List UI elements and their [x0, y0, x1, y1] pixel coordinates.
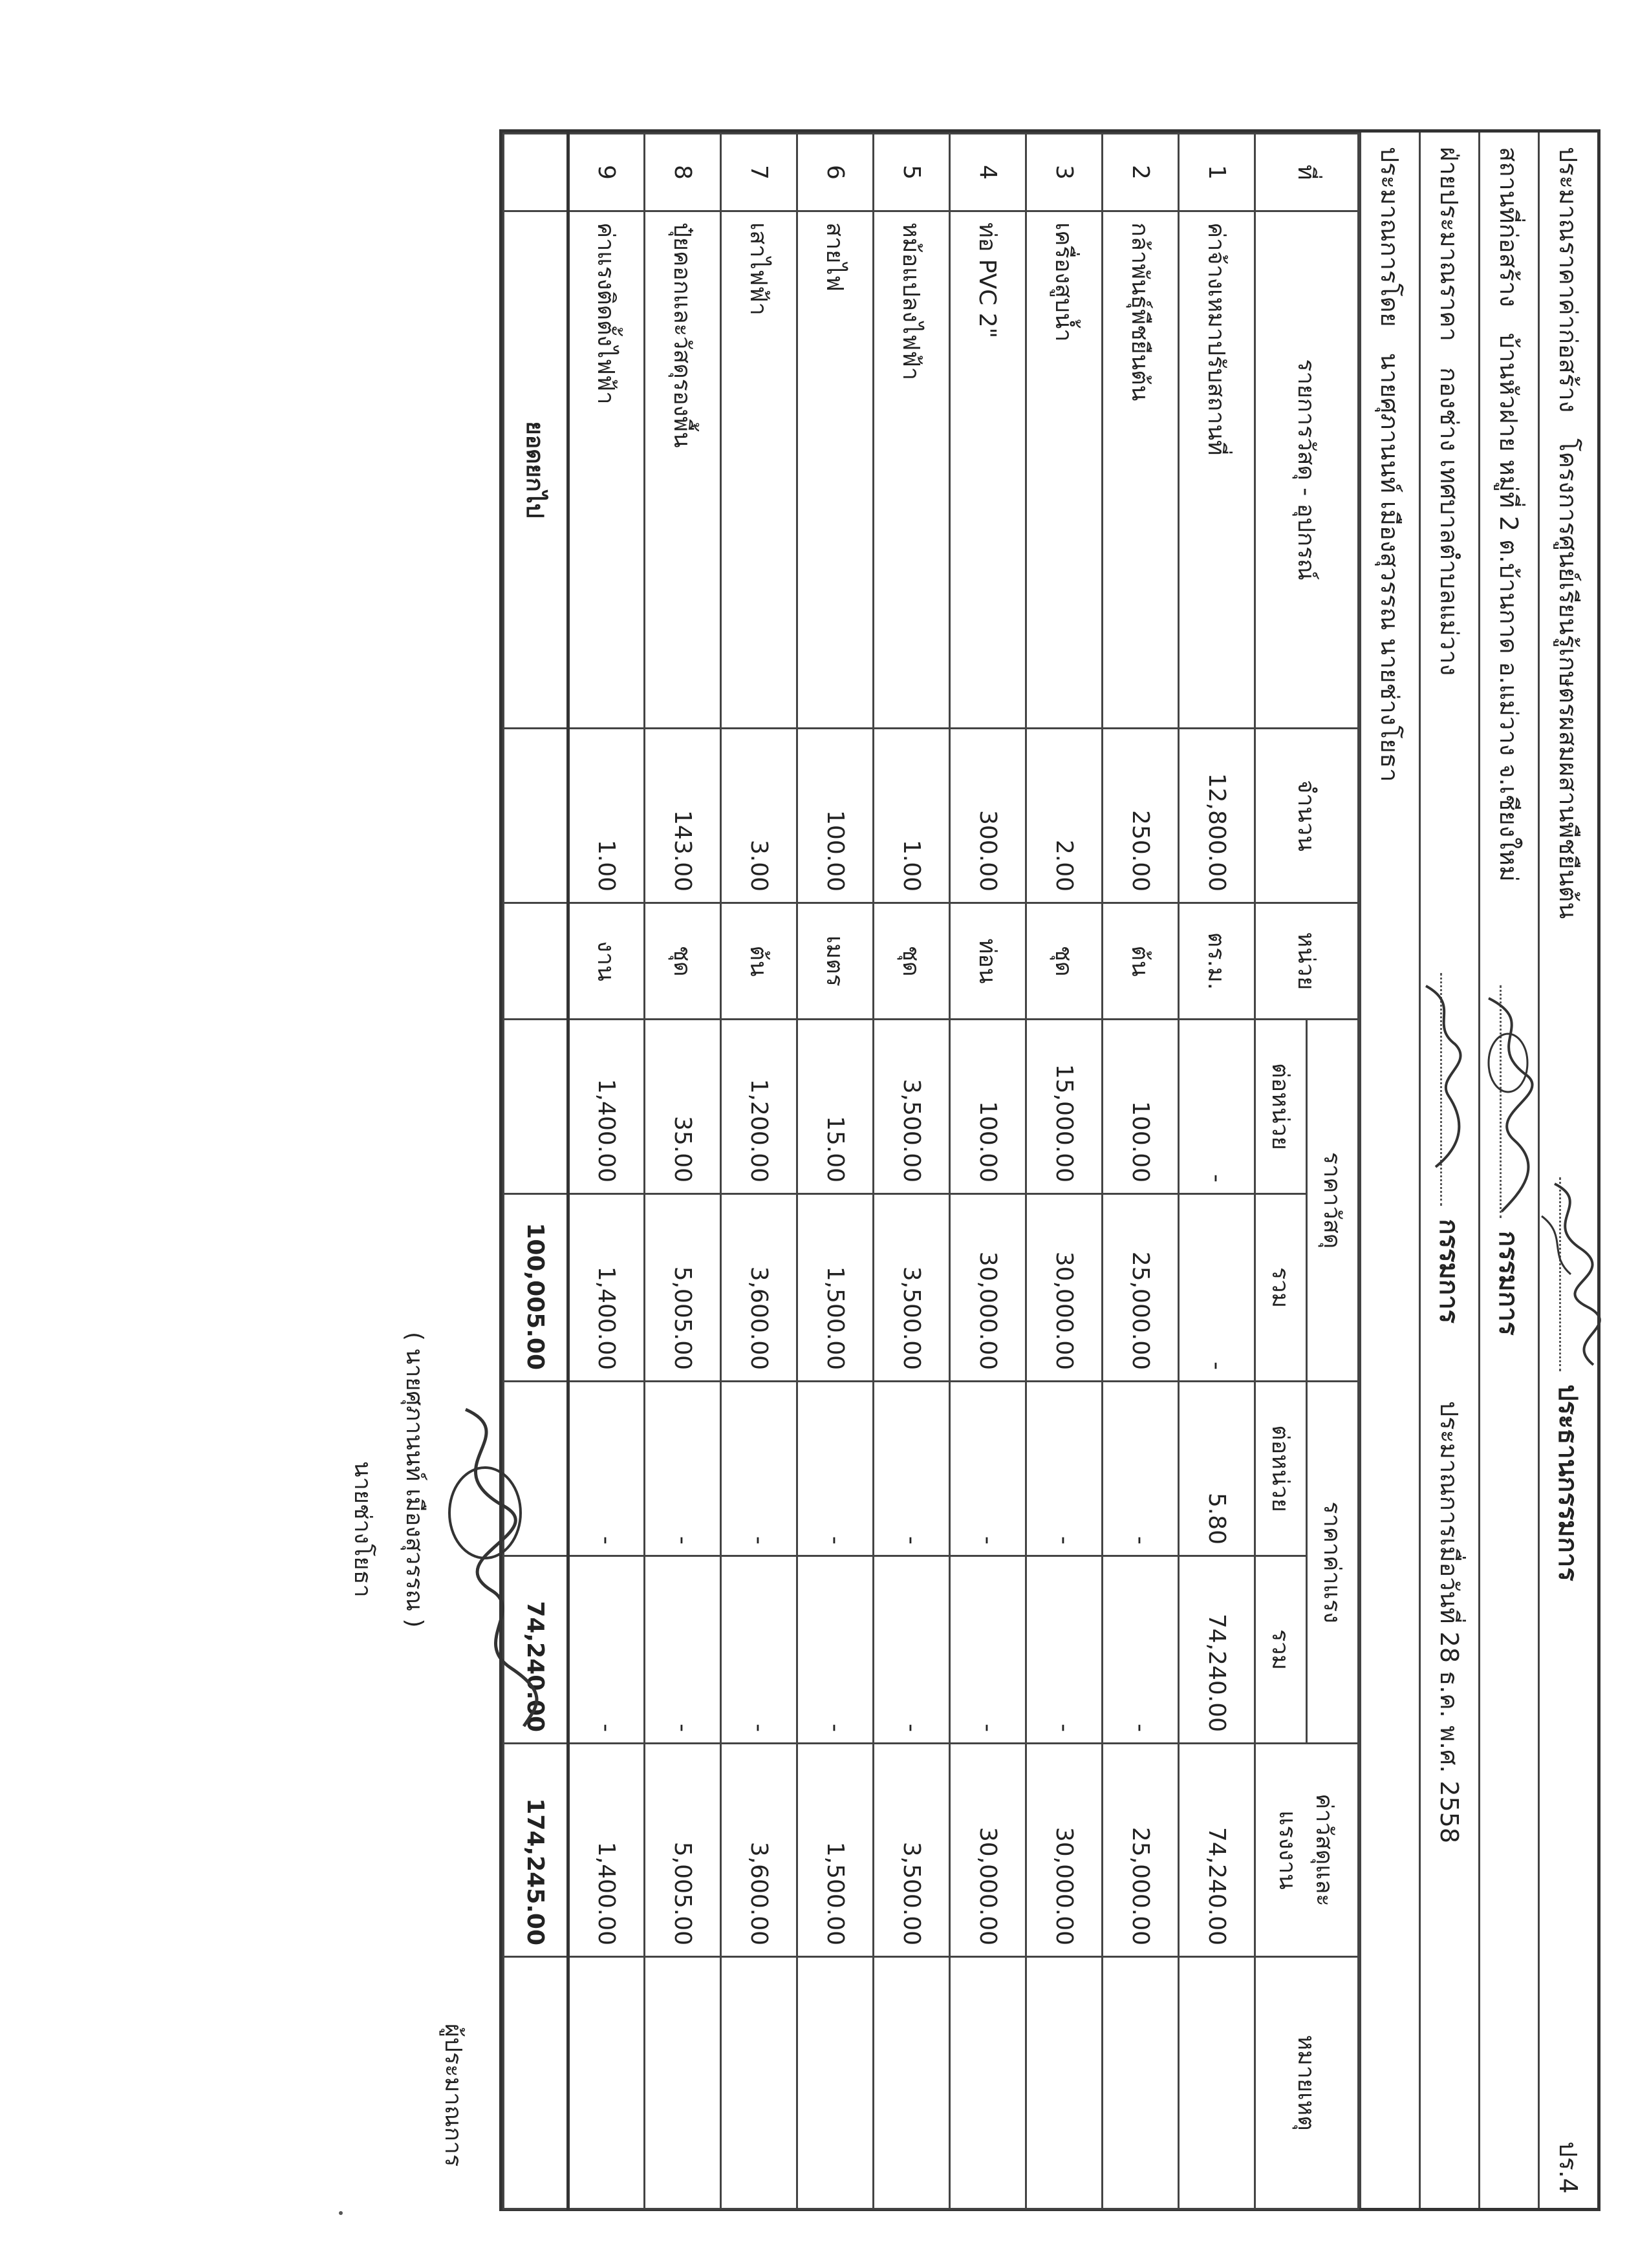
- col-labor-per-unit: ต่อหน่วย: [1255, 1382, 1307, 1556]
- row-qty: 2.00: [1026, 729, 1103, 903]
- row-remark: [1103, 1957, 1179, 2209]
- col-remark: หมายเหตุ: [1255, 1957, 1359, 2209]
- row-no: 5: [874, 134, 950, 211]
- row-material-per-unit: 1,400.00: [568, 1020, 645, 1194]
- totals-no-cell: [504, 134, 568, 211]
- row-material-total: 5,005.00: [645, 1194, 721, 1382]
- totals-row: [504, 134, 568, 2209]
- member2-signature-scribble: [1417, 973, 1488, 1206]
- row-material-labor-sum: 30,000.00: [950, 1744, 1026, 1957]
- row-item: ท่อ PVC 2": [950, 211, 1026, 729]
- row-qty: 100.00: [797, 729, 874, 903]
- department-label: ฝ่ายประมาณราคา: [1435, 147, 1463, 341]
- row-labor-total: -: [568, 1556, 645, 1744]
- row-qty: 250.00: [1103, 729, 1179, 903]
- row-labor-total: 74,240.00: [1179, 1556, 1255, 1744]
- row-material-total: 30,000.00: [950, 1194, 1026, 1382]
- row-material-per-unit: 1,200.00: [721, 1020, 797, 1194]
- row-unit: เมตร: [797, 903, 874, 1020]
- row-material-per-unit: 15,000.00: [1026, 1020, 1103, 1194]
- table-row: [950, 134, 1026, 2209]
- totals-unit-cell: [504, 903, 568, 1020]
- col-material-group: ราคาวัสดุ: [1307, 1020, 1359, 1382]
- row-labor-per-unit: -: [1026, 1382, 1103, 1556]
- row-labor-per-unit: -: [721, 1382, 797, 1556]
- row-labor-total: -: [874, 1556, 950, 1744]
- row-remark: [1179, 1957, 1255, 2209]
- row-labor-total: -: [645, 1556, 721, 1744]
- totals-labor-total: 74,240.00: [504, 1556, 568, 1744]
- row-item: สายไฟ: [797, 211, 874, 729]
- row-qty: 143.00: [645, 729, 721, 903]
- form-code: ปร.4: [1554, 2141, 1582, 2194]
- scan-speck: [339, 2211, 343, 2215]
- row-material-per-unit: 15.00: [797, 1020, 874, 1194]
- totals-remark-cell: [504, 1957, 568, 2209]
- row-material-labor-sum: 1,400.00: [568, 1744, 645, 1957]
- row-material-labor-sum: 1,500.00: [797, 1744, 874, 1957]
- member2-signature: [1441, 973, 1443, 1206]
- row-labor-total: -: [950, 1556, 1026, 1744]
- row-no: 9: [568, 134, 645, 211]
- row-no: 8: [645, 134, 721, 211]
- table-row: [797, 134, 874, 2209]
- row-material-per-unit: -: [1179, 1020, 1255, 1194]
- row-remark: [1026, 1957, 1103, 2209]
- row-qty: 300.00: [950, 729, 1026, 903]
- table-row: [874, 134, 950, 2209]
- col-no: ที่: [1255, 134, 1359, 211]
- row-item: กล้าพันธุ์พืชยืนต้น: [1103, 211, 1179, 729]
- member2-signature-field: [1429, 973, 1471, 1323]
- row-material-per-unit: 100.00: [950, 1020, 1026, 1194]
- col-material-total: รวม: [1255, 1194, 1307, 1382]
- row-labor-total: -: [1026, 1556, 1103, 1744]
- table-row: [645, 134, 721, 2209]
- row-material-labor-sum: 3,600.00: [721, 1744, 797, 1957]
- row-item: หม้อแปลงไฟฟ้า: [874, 211, 950, 729]
- row-material-labor-sum: 5,005.00: [645, 1744, 721, 1957]
- row-qty: 3.00: [721, 729, 797, 903]
- row-remark: [950, 1957, 1026, 2209]
- row-unit: ต้น: [721, 903, 797, 1020]
- row-item: ปุ๋ยคอกและวัสดุรองพื้น: [645, 211, 721, 729]
- totals-qty-cell: [504, 729, 568, 903]
- row-material-per-unit: 35.00: [645, 1020, 721, 1194]
- department-row: [1419, 133, 1478, 2208]
- col-material-per-unit: ต่อหน่วย: [1255, 1020, 1307, 1194]
- chairman-signature: [1560, 1177, 1562, 1371]
- row-labor-per-unit: -: [950, 1382, 1026, 1556]
- row-unit: ต้น: [1103, 903, 1179, 1020]
- row-labor-total: -: [1103, 1556, 1179, 1744]
- row-material-total: 3,600.00: [721, 1194, 797, 1382]
- row-remark: [645, 1957, 721, 2209]
- row-unit: ท่อน: [950, 903, 1026, 1020]
- row-no: 1: [1179, 134, 1255, 211]
- chairman-signature-field: [1548, 1177, 1590, 1581]
- project-value: โครงการศูนย์เรียนรู้เกษตรผสมผสานพืชยืนต้น: [1554, 438, 1582, 919]
- estimator-name: ( นายศุภานนท์ เมืองสุวรรณ ): [401, 1332, 427, 1628]
- row-unit: ชุด: [874, 903, 950, 1020]
- row-material-labor-sum: 30,000.00: [1026, 1744, 1103, 1957]
- totals-material-total: 100,005.00: [504, 1194, 568, 1382]
- row-labor-total: -: [721, 1556, 797, 1744]
- table-row: [1026, 134, 1103, 2209]
- row-qty: 1.00: [568, 729, 645, 903]
- row-no: 7: [721, 134, 797, 211]
- row-qty: 1.00: [874, 729, 950, 903]
- row-material-total: 1,500.00: [797, 1194, 874, 1382]
- estimator-signature-scribble: [420, 1396, 563, 1733]
- row-labor-total: -: [797, 1556, 874, 1744]
- col-labor-total: รวม: [1255, 1556, 1307, 1744]
- estimated-by-row: [1359, 133, 1419, 2208]
- row-labor-per-unit: -: [874, 1382, 950, 1556]
- row-remark: [797, 1957, 874, 2209]
- row-item: เสาไฟฟ้า: [721, 211, 797, 729]
- row-unit: ตร.ม.: [1179, 903, 1255, 1020]
- chairman-role: ประธานกรรมการ: [1553, 1384, 1583, 1581]
- row-material-per-unit: 3,500.00: [874, 1020, 950, 1194]
- table-row: [568, 134, 645, 2209]
- row-no: 4: [950, 134, 1026, 211]
- estimated-by-value: นายศุภานนท์ เมืองสุวรรณ นายช่างโยธา: [1375, 352, 1404, 782]
- row-material-total: -: [1179, 1194, 1255, 1382]
- row-remark: [874, 1957, 950, 2209]
- cost-table: [502, 133, 1359, 2210]
- row-unit: ชุด: [645, 903, 721, 1020]
- row-qty: 12,800.00: [1179, 729, 1255, 903]
- estimator-title: นายช่างโยธา: [349, 1461, 376, 1598]
- row-item: ค่าแรงติดตั้งไฟฟ้า: [568, 211, 645, 729]
- row-material-total: 25,000.00: [1103, 1194, 1179, 1382]
- table-body: [568, 134, 1255, 2209]
- member-role: กรรมการ: [1493, 1230, 1524, 1336]
- table-row: [721, 134, 797, 2209]
- totals-sum: 174,245.00: [504, 1744, 568, 1957]
- row-labor-per-unit: 5.80: [1179, 1382, 1255, 1556]
- estimator-role: ผู้ประมาณการ: [440, 2024, 466, 2167]
- row-unit: งาน: [568, 903, 645, 1020]
- table-header-row: [1307, 134, 1359, 2209]
- member-signature-field: [1489, 985, 1530, 1336]
- col-labor-group: ราคาค่าแรง: [1307, 1382, 1359, 1744]
- table-row: [1103, 134, 1179, 2209]
- row-labor-per-unit: -: [1103, 1382, 1179, 1556]
- row-no: 6: [797, 134, 874, 211]
- department-value: กองช่าง เทศบาลตำบลแม่วาง: [1435, 367, 1463, 676]
- estimated-by-label: ประมาณการโดย: [1375, 147, 1404, 327]
- row-material-total: 3,500.00: [874, 1194, 950, 1382]
- row-material-labor-sum: 3,500.00: [874, 1744, 950, 1957]
- site-value: บ้านหัวฝาย หมู่ที่ 2 ต.บ้านกาด อ.แม่วาง จ.เชียงใหม่: [1494, 332, 1523, 882]
- row-remark: [721, 1957, 797, 2209]
- estimate-date: ประมาณการเมื่อวันที่ 28 ธ.ค. พ.ศ. 2558: [1435, 1401, 1463, 1844]
- col-material-labor: ค่าวัสดุและแรงงาน: [1255, 1744, 1359, 1957]
- row-material-total: 30,000.00: [1026, 1194, 1103, 1382]
- row-labor-per-unit: -: [645, 1382, 721, 1556]
- project-label: ประมาณราคาค่าก่อสร้าง: [1554, 147, 1582, 413]
- site-label: สถานที่ก่อสร้าง: [1494, 147, 1523, 307]
- col-item: รายการวัสดุ - อุปกรณ์: [1255, 211, 1359, 729]
- row-item: ค่าจ้างเหมาปรับสถานที่: [1179, 211, 1255, 729]
- row-no: 2: [1103, 134, 1179, 211]
- table-row: [1179, 134, 1255, 2209]
- row-material-per-unit: 100.00: [1103, 1020, 1179, 1194]
- totals-material-unit-cell: [504, 1020, 568, 1194]
- row-item: เครื่องสูบน้ำ: [1026, 211, 1103, 729]
- estimate-form: [499, 129, 1600, 2211]
- member-signature: [1500, 985, 1502, 1218]
- member2-role: กรรมการ: [1434, 1219, 1464, 1324]
- row-no: 3: [1026, 134, 1103, 211]
- col-qty: จำนวน: [1255, 729, 1359, 903]
- row-material-labor-sum: 25,000.00: [1103, 1744, 1179, 1957]
- row-unit: ชุด: [1026, 903, 1103, 1020]
- row-remark: [568, 1957, 645, 2209]
- col-unit: หน่วย: [1255, 903, 1359, 1020]
- row-labor-per-unit: -: [568, 1382, 645, 1556]
- row-material-total: 1,400.00: [568, 1194, 645, 1382]
- row-labor-per-unit: -: [797, 1382, 874, 1556]
- row-material-labor-sum: 74,240.00: [1179, 1744, 1255, 1957]
- totals-label: ยอดยกไป: [504, 211, 568, 729]
